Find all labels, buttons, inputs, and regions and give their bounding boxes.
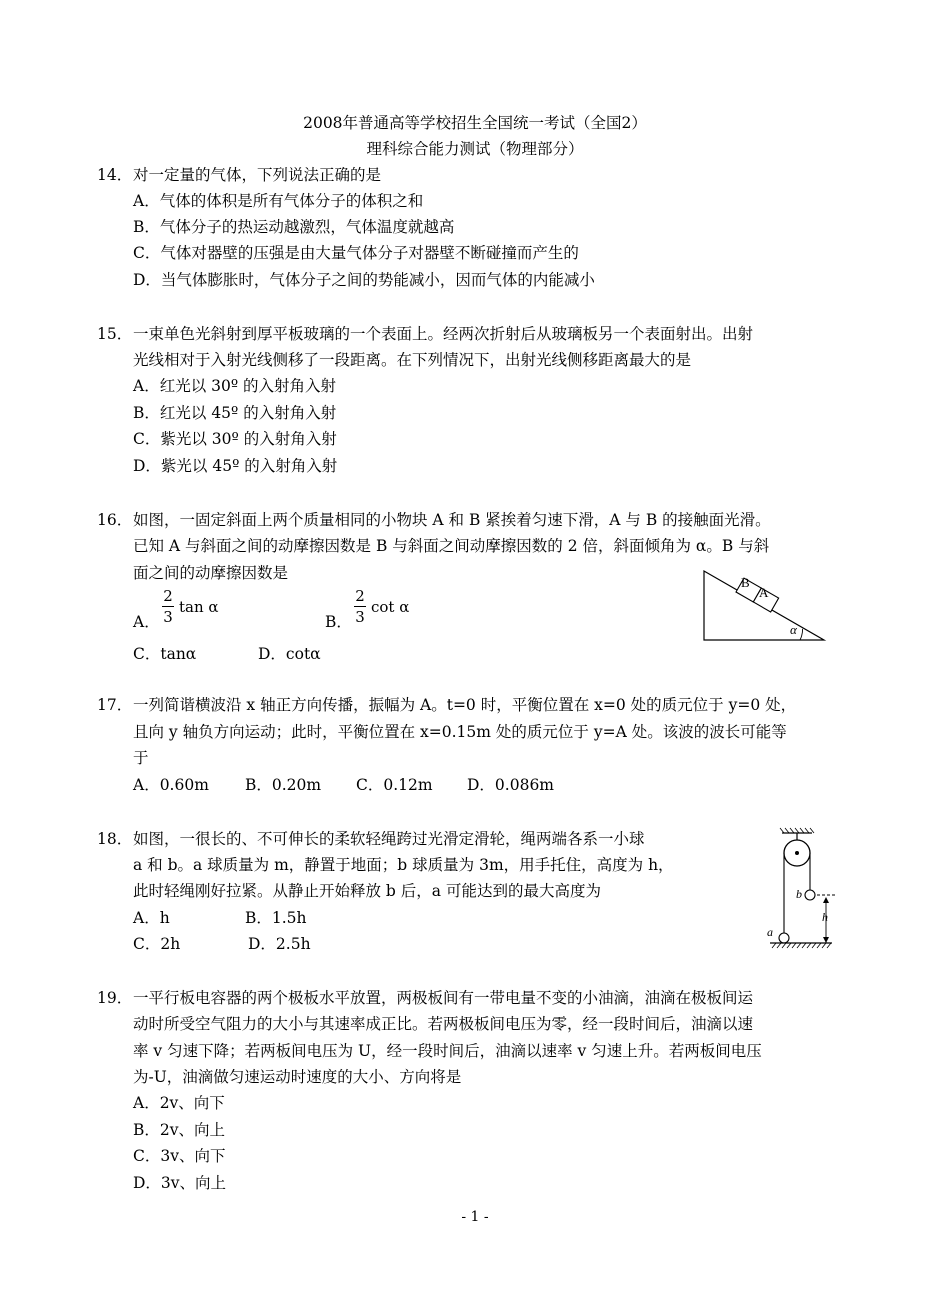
angle-arc	[800, 629, 803, 640]
option-b-label: B．	[325, 613, 352, 631]
option-a-function: tan α	[179, 598, 219, 616]
ball-b-label: b	[796, 887, 802, 901]
ball-a	[779, 933, 789, 943]
question-number: 14．	[97, 166, 133, 184]
question-stem-line-2: a 和 b。a 球质量为 m，静置于地面；b 球质量为 3m，用手托住，高度为 h，	[133, 856, 674, 874]
height-arrow-head-top	[823, 897, 829, 903]
option-d: D．3v、向上	[133, 1174, 227, 1192]
option-b: B．气体分子的热运动越激烈，气体温度就越高	[133, 218, 455, 236]
ball-b	[805, 890, 815, 900]
option-a-label: A．	[133, 613, 160, 631]
ball-a-label: a	[767, 925, 773, 939]
option-d: D．2.5h	[248, 935, 311, 953]
option-c: C．2h	[133, 935, 181, 953]
question-stem-line-1: 一列简谐横波沿 x 轴正方向传播，振幅为 A。t=0 时，平衡位置在 x=0 处的质元位于 y=0 处，	[133, 696, 797, 714]
option-b-function: cot α	[371, 598, 410, 616]
option-b-numerator: 2	[355, 587, 365, 605]
question-number: 15．	[97, 325, 133, 343]
question-stem-line-2: 光线相对于入射光线侧移了一段距离。在下列情况下，出射光线侧移距离最大的是	[133, 351, 692, 369]
question-stem-line-3: 面之间的动摩擦因数是	[133, 564, 289, 582]
question-stem-line-3: 此时轻绳刚好拉紧。从静止开始释放 b 后，a 可能达到的最大高度为	[133, 882, 601, 900]
question-stem-line-2: 已知 A 与斜面之间的动摩擦因数是 B 与斜面之间动摩擦因数的 2 倍，斜面倾角为 α。B 与斜	[133, 537, 770, 555]
ceiling-hatch	[780, 828, 814, 833]
ground-hatch	[772, 943, 831, 948]
question-number: 16．	[97, 511, 133, 529]
height-arrow-head-bottom	[823, 937, 829, 943]
option-c: C．tanα	[133, 645, 197, 663]
option-b-denominator: 3	[355, 608, 365, 626]
question-number: 18．	[97, 830, 133, 848]
option-b: B．0.20m	[245, 776, 322, 794]
option-b: B．1.5h	[245, 909, 307, 927]
option-b: B．2v、向上	[133, 1121, 226, 1139]
option-d: D．cotα	[258, 645, 321, 663]
question-stem-line-1: 一平行板电容器的两个极板水平放置，两极板间有一带电量不变的小油滴，油滴在极板间运	[133, 989, 754, 1007]
question-stem-line-1: 如图，一固定斜面上两个质量相同的小物块 A 和 B 紧挨着匀速下滑，A 与 B 的接触面光滑。	[133, 511, 771, 529]
exam-subtitle: 理科综合能力测试（物理部分）	[366, 140, 584, 158]
fraction-bar	[162, 606, 174, 607]
pulley-hub	[795, 851, 799, 855]
option-a: A．0.60m	[133, 776, 209, 794]
option-c: C．气体对器壁的压强是由大量气体分子对器壁不断碰撞而产生的	[133, 244, 579, 262]
option-a-numerator: 2	[163, 587, 173, 605]
question-number: 19．	[97, 989, 133, 1007]
question-stem-line-4: 为-U，油滴做匀速运动时速度的大小、方向将是	[133, 1068, 462, 1086]
question-stem-line-3: 于	[133, 749, 149, 767]
question-stem-line-2: 且向 y 轴负方向运动；此时，平衡位置在 x=0.15m 处的质元位于 y=A 处。该波的波长可能等	[133, 723, 787, 741]
option-a: A．h	[133, 909, 170, 927]
option-a: A．红光以 30º 的入射角入射	[133, 377, 337, 395]
incline-figure	[700, 566, 830, 646]
exam-title: 2008年普通高等学校招生全国统一考试（全国2）	[303, 114, 647, 132]
option-d: D．当气体膨胀时，气体分子之间的势能减小，因而气体的内能减小	[133, 271, 595, 289]
page-number: - 1 -	[461, 1209, 489, 1225]
angle-label: α	[790, 622, 797, 637]
question-stem-line-2: 动时所受空气阻力的大小与其速率成正比。若两极板间电压为零，经一段时间后，油滴以速	[133, 1015, 754, 1033]
question-stem-line-3: 率 v 匀速下降；若两板间电压为 U，经一段时间后，油滴以速率 v 匀速上升。若两板间电压	[133, 1042, 762, 1060]
question-stem-line-1: 一束单色光斜射到厚平板玻璃的一个表面上。经两次折射后从玻璃板另一个表面射出。出射	[133, 325, 754, 343]
question-stem-line-1: 如图，一很长的、不可伸长的柔软轻绳跨过光滑定滑轮，绳两端各系一小球	[133, 830, 645, 848]
option-d: D．紫光以 45º 的入射角入射	[133, 457, 338, 475]
block-b-label: B	[741, 575, 750, 590]
fraction-bar	[354, 606, 366, 607]
question-number: 17．	[97, 696, 133, 714]
option-c: C．紫光以 30º 的入射角入射	[133, 430, 337, 448]
option-a-denominator: 3	[163, 608, 173, 626]
option-c: C．0.12m	[356, 776, 433, 794]
block-a-label: A	[759, 585, 769, 600]
option-c: C．3v、向下	[133, 1147, 226, 1165]
question-stem: 对一定量的气体，下列说法正确的是	[133, 166, 382, 184]
option-a: A．气体的体积是所有气体分子的体积之和	[133, 192, 424, 210]
pulley-figure	[760, 826, 840, 956]
option-b: B．红光以 45º 的入射角入射	[133, 404, 337, 422]
height-label: h	[822, 910, 828, 924]
option-d: D．0.086m	[467, 776, 554, 794]
option-a: A．2v、向下	[133, 1094, 225, 1112]
